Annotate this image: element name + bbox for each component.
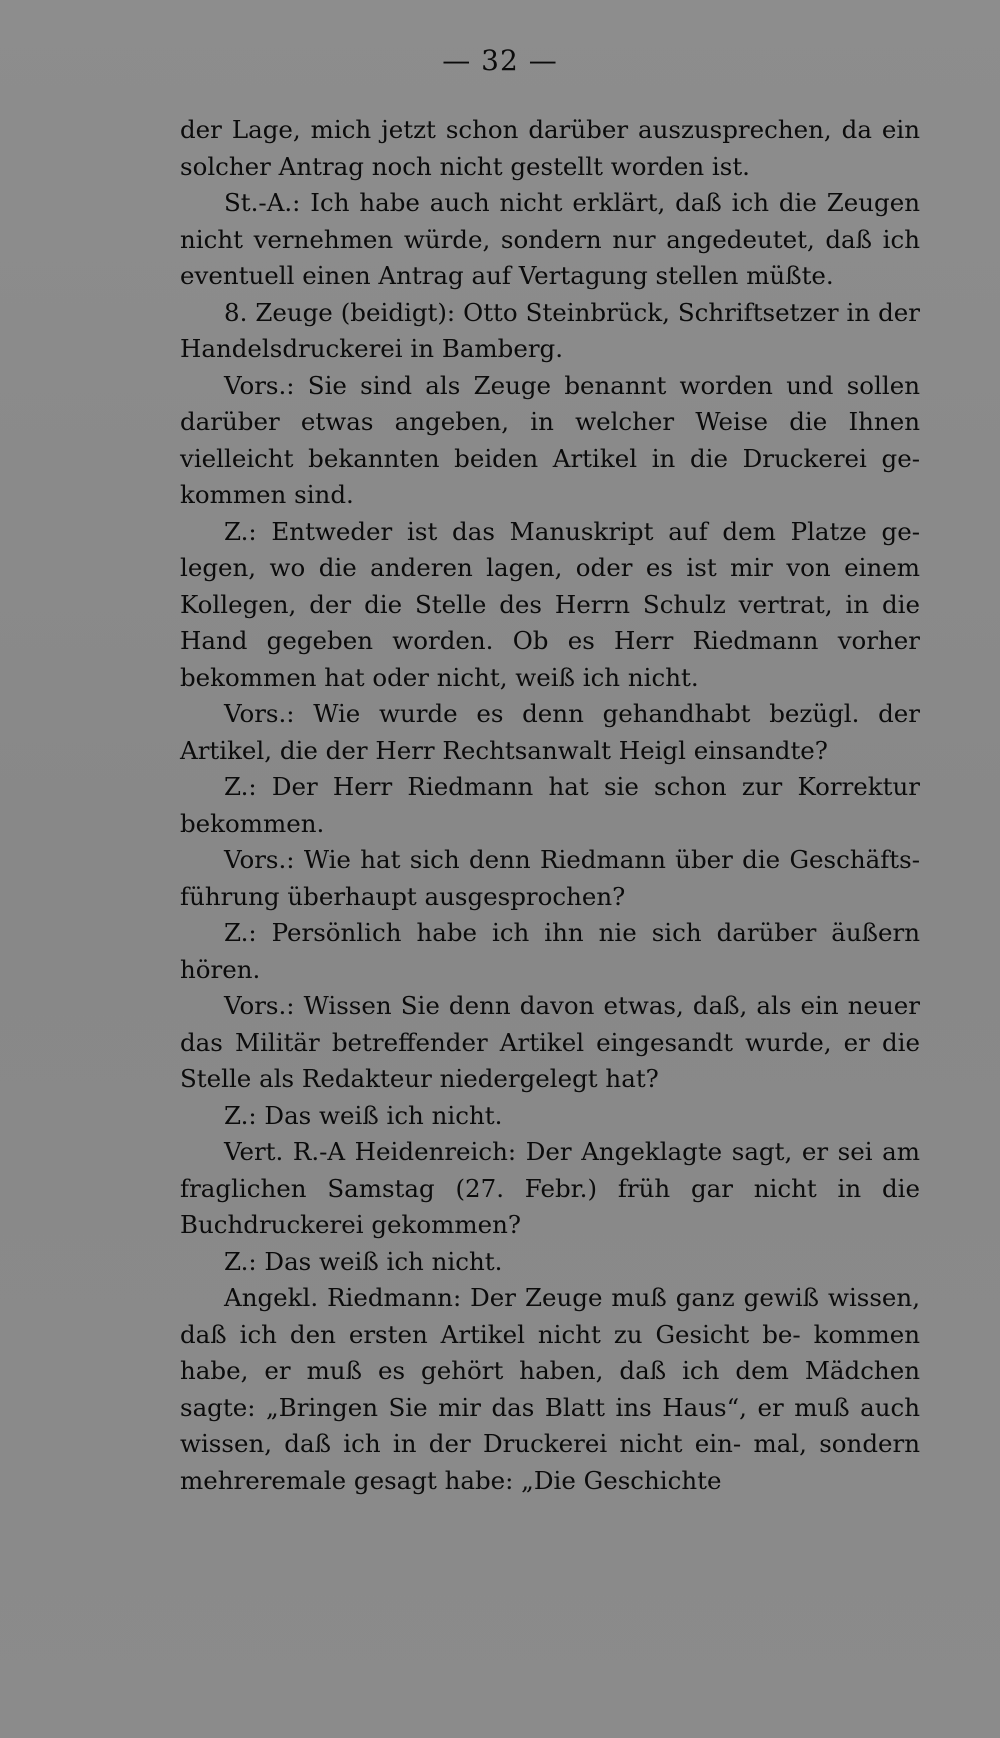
paragraph-3: 8. Zeuge (beidigt): Otto Steinbrück, Schriftsetzer in der Handelsdruckerei in Bamberg. (180, 297, 920, 363)
paragraph-1: der Lage, mich jetzt schon darüber auszusprechen, da ein solcher Antrag noch nicht gestellt worden ist. (180, 115, 920, 181)
paragraph-9: Z.: Persönlich habe ich ihn nie sich darüber äußern hören. (180, 918, 920, 984)
paragraph-8: Vors.: Wie hat sich denn Riedmann über die Geschäfts- führung überhaupt ausgesprochen? (180, 845, 920, 911)
paragraph-10: Vors.: Wissen Sie denn davon etwas, daß, als ein neuer das Militär betreffender Artikel eingesandt wurde, er die Stelle als Redakteur niedergelegt hat? (180, 991, 920, 1093)
paragraph-6: Vors.: Wie wurde es denn gehandhabt bezügl. der Artikel, die der Herr Rechtsanwalt Heigl einsandte? (180, 699, 920, 765)
paragraph-13: Z.: Das weiß ich nicht. (224, 1246, 503, 1276)
paragraph-7: Z.: Der Herr Riedmann hat sie schon zur Korrektur bekommen. (180, 772, 920, 838)
paragraph-2: St.-A.: Ich habe auch nicht erklärt, daß ich die Zeugen nicht vernehmen würde, sondern nur angedeutet, daß ich eventuell einen Antrag auf Vertagung stellen müßte. (180, 188, 920, 290)
page-number: — 32 — (442, 44, 558, 77)
page-body-text (180, 112, 920, 1499)
paragraph-14: Angekl. Riedmann: Der Zeuge muß ganz gewiß wissen, daß ich den ersten Artikel nicht zu Gesicht be- kommen habe, er muß es gehört haben, daß ich dem Mädchen sagte: „Bringen Sie mir das Blatt ins Haus“, er muß auch wissen, daß ich in der Druckerei nicht ein- mal, sondern mehreremale gesagt habe: „Die Geschichte (180, 1283, 920, 1495)
paragraph-4: Vors.: Sie sind als Zeuge benannt worden und sollen darüber etwas angeben, in welcher Weise die Ihnen vielleicht bekannten beiden Artikel in die Druckerei ge- kommen sind. (180, 370, 920, 509)
paragraph-11: Z.: Das weiß ich nicht. (224, 1100, 503, 1130)
paragraph-12: Vert. R.-A Heidenreich: Der Angeklagte sagt, er sei am fraglichen Samstag (27. Febr.) früh gar nicht in die Buchdruckerei gekommen? (180, 1137, 920, 1239)
paragraph-5: Z.: Entweder ist das Manuskript auf dem Platze ge- legen, wo die anderen lagen, oder es ist mir von einem Kollegen, der die Stelle des Herrn Schulz vertrat, in die Hand gegeben worden. Ob es Herr Riedmann vorher bekommen hat oder nicht, weiß ich nicht. (180, 516, 920, 692)
